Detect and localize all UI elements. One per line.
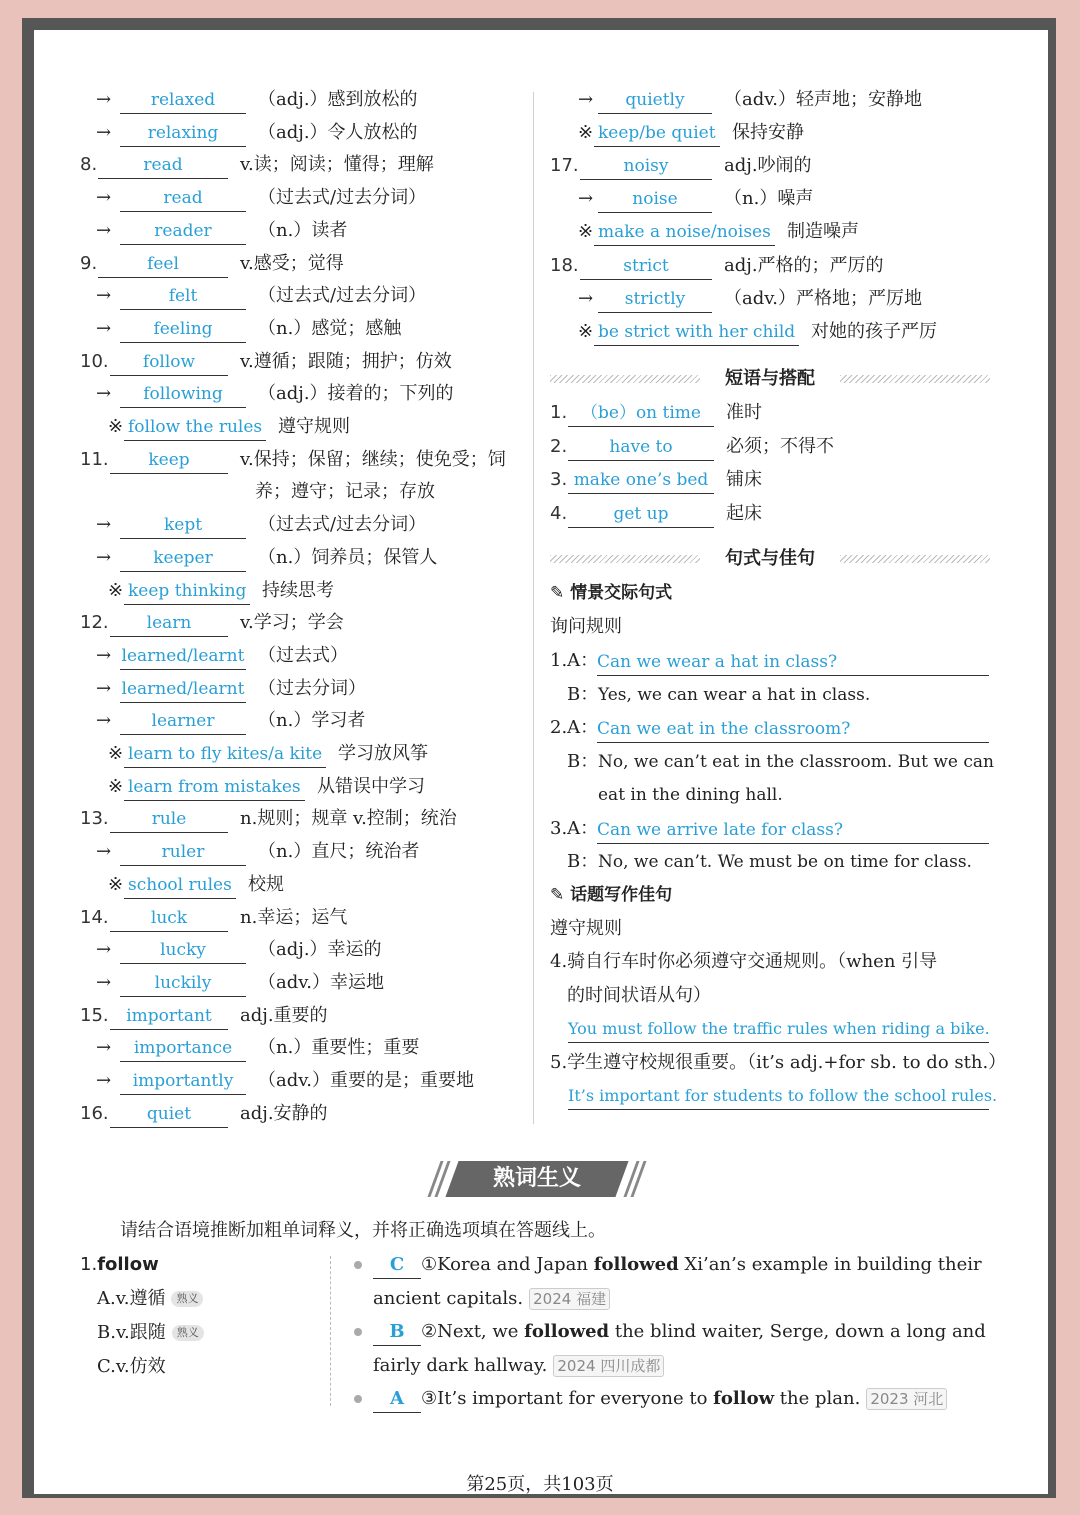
answer-blank[interactable]: relaxed [120, 85, 246, 114]
arrow-marker: → [578, 188, 594, 210]
word-row [80, 935, 530, 965]
option-label: B.v.跟随 [97, 1322, 166, 1343]
dialogue-b-label: B： [567, 683, 599, 705]
answer-blank[interactable]: ruler [120, 837, 246, 866]
reference-mark: ※ [108, 416, 124, 437]
example-text: ②Next, we [421, 1321, 525, 1342]
word-row [550, 317, 1000, 347]
familiar-tag: 熟义 [171, 1291, 203, 1307]
answer-blank[interactable]: following [120, 379, 246, 408]
phrase-answer[interactable]: make one’s bed [568, 465, 714, 494]
writing-answer[interactable]: You must follow the traffic rules when riding a bike. [568, 1014, 989, 1043]
meaning-text: v.学习；学会 [240, 612, 344, 634]
page-footer: 第25页，共103页 [466, 1474, 614, 1495]
answer-blank[interactable]: important [110, 1001, 228, 1030]
answer-blank[interactable]: felt [120, 281, 246, 310]
phrase-answer[interactable]: have to [568, 432, 714, 461]
meaning-option [97, 1352, 166, 1382]
bullet-dot [354, 1328, 362, 1336]
meaning-text: （adj.）幸运的 [258, 939, 382, 961]
meaning-text: 对她的孩子严厉 [811, 320, 937, 342]
meaning-text: （n.）读者 [258, 219, 348, 241]
phrase-number: 1. [550, 402, 568, 423]
dialogue-b-text: Yes, we can wear a hat in class. [598, 684, 871, 705]
bold-word: followed [593, 1254, 679, 1275]
meaning-text: v.感受；觉得 [240, 252, 344, 274]
meaning-text: v.遵循；跟随；拥护；仿效 [240, 350, 452, 372]
word-row [80, 150, 530, 180]
meaning-text: （过去式/过去分词） [258, 514, 427, 536]
meaning-option [97, 1318, 204, 1348]
meaning-text: n.幸运；运气 [240, 906, 348, 928]
option-label: C.v.仿效 [97, 1356, 166, 1377]
answer-blank[interactable]: importance [120, 1033, 246, 1062]
sentences-section-header [550, 544, 990, 574]
word-row [80, 1001, 530, 1031]
item-number: 17. [550, 155, 579, 177]
answer-blank[interactable]: school rules [124, 870, 236, 899]
word-title: follow [97, 1254, 159, 1275]
meaning-text: （n.）学习者 [258, 710, 366, 732]
obey-rules-label: 遵守规则 [550, 918, 622, 939]
meaning-text: adj.安静的 [240, 1102, 328, 1124]
section-banner [432, 1161, 642, 1197]
meaning-text: （adj.）令人放松的 [258, 121, 418, 143]
dialogue-b-text: eat in the dining hall. [598, 785, 783, 805]
word-row [550, 217, 1000, 247]
answer-blank[interactable]: make a noise/noises [594, 217, 775, 246]
meaning-text: n.规则；规章 v.控制；统治 [240, 808, 457, 830]
word-row [80, 804, 530, 834]
arrow-marker: → [96, 219, 112, 241]
word-row [80, 576, 530, 606]
example-answer-blank[interactable]: A [373, 1386, 421, 1413]
banner-title: 熟词生义 [492, 1166, 581, 1191]
arrow-marker: → [96, 1070, 112, 1091]
meaning-text: 从错误中学习 [317, 775, 425, 797]
phrase-row [550, 398, 990, 428]
word-row [80, 608, 530, 638]
word-row [80, 314, 530, 344]
answer-blank[interactable]: luckily [120, 968, 246, 997]
meaning-text: 持续思考 [262, 579, 334, 601]
meaning-option [97, 1284, 203, 1314]
word-number: 1. [80, 1254, 98, 1275]
word-row [80, 445, 530, 475]
meaning-text: 制造噪声 [787, 221, 859, 243]
word-row [80, 870, 530, 900]
arrow-marker: → [96, 285, 112, 307]
example-text: the blind waiter, Serge, down a long and [609, 1321, 986, 1342]
example-text: ①Korea and Japan [421, 1254, 594, 1275]
answer-blank[interactable]: learn to fly kites/a kite [124, 739, 326, 768]
pencil-icon: ✎ [550, 885, 565, 905]
example-text: ancient capitals. [373, 1287, 524, 1309]
item-number: 14. [80, 906, 109, 928]
instruction-text: 请结合语境推断加粗单词释义，并将正确选项填在答题线上。 [120, 1220, 606, 1241]
meaning-text: 校规 [248, 873, 284, 895]
item-number: 16. [80, 1102, 109, 1124]
example-line [373, 1351, 664, 1381]
meaning-text: （adv.）幸运地 [258, 971, 385, 993]
example-text: fairly dark hallway. [373, 1354, 548, 1376]
meaning-text: （n.）重要性；重要 [258, 1037, 420, 1059]
answer-blank[interactable]: learned/learnt [120, 674, 246, 703]
arrow-marker: → [578, 287, 594, 309]
column-divider [533, 92, 534, 1124]
arrow-marker: → [96, 677, 112, 699]
answer-blank[interactable]: quiet [110, 1099, 228, 1128]
item-number: 13. [80, 808, 109, 830]
meaning-text: （adv.）严格地；严厉地 [724, 287, 923, 309]
word-row [80, 510, 530, 540]
arrow-marker: → [96, 644, 112, 666]
phrase-answer[interactable]: （be）on time [568, 398, 714, 427]
arrow-marker: → [96, 1037, 112, 1059]
dialogue-b-label: B： [567, 750, 599, 772]
word-row [80, 1033, 530, 1063]
dialogue-a-label: 1.A： [550, 650, 599, 671]
item-number: 11. [80, 448, 109, 470]
word-row [550, 284, 1000, 314]
word-row [80, 477, 530, 507]
answer-blank[interactable]: feel [98, 249, 228, 278]
ask-rules-label: 询问规则 [550, 616, 622, 637]
answer-blank[interactable]: learned/learnt [120, 641, 246, 670]
example-line [373, 1384, 989, 1414]
word-row [80, 903, 530, 933]
meaning-text: （n.）直尺；统治者 [258, 841, 420, 863]
arrow-marker: → [96, 121, 112, 143]
situational-title: 情景交际句式 [570, 583, 673, 603]
phrase-row [550, 465, 990, 495]
phrase-number: 4. [550, 502, 568, 524]
meaning-text: adj.吵闹的 [724, 155, 812, 177]
example-answer-blank[interactable]: B [373, 1319, 421, 1346]
phrase-meaning: 铺床 [726, 469, 762, 490]
writing-heading [550, 880, 672, 910]
item-number: 8. [80, 154, 98, 176]
bullet-dot [354, 1395, 362, 1403]
example-text: the plan. [774, 1388, 861, 1409]
word-row [80, 543, 530, 573]
example-text: Xi’an’s example in building their [678, 1254, 982, 1275]
meaning-text: （n.）噪声 [724, 188, 814, 210]
source-tag: 2024 福建 [529, 1288, 610, 1310]
dialogue-a-answer[interactable]: Can we eat in the classroom? [597, 714, 989, 743]
writing-title: 话题写作佳句 [570, 885, 673, 905]
option-label: A.v.遵循 [97, 1288, 166, 1309]
meaning-text: adj.重要的 [240, 1004, 328, 1026]
situational-heading [550, 578, 672, 608]
answer-blank[interactable]: learner [120, 706, 246, 735]
item-number: 15. [80, 1004, 109, 1026]
answer-blank[interactable]: keep [110, 445, 228, 474]
bullet-dot [354, 1261, 362, 1269]
dialogue-a-answer[interactable]: Can we arrive late for class? [597, 815, 989, 844]
answer-blank[interactable]: lucky [120, 935, 246, 964]
example-answer-blank[interactable]: C [373, 1252, 421, 1279]
reference-mark: ※ [578, 122, 594, 144]
word-row [550, 184, 1000, 214]
phrase-answer[interactable]: get up [568, 499, 714, 528]
item-number: 18. [550, 254, 579, 276]
answer-blank[interactable]: rule [110, 804, 228, 833]
answer-blank[interactable]: be strict with her child [594, 317, 799, 346]
reference-mark: ※ [578, 221, 594, 243]
word-row [80, 249, 530, 279]
reference-mark: ※ [108, 873, 124, 895]
example-line [373, 1317, 989, 1347]
word-row [80, 1099, 530, 1129]
meaning-text: v.保持；保留；继续；使免受；饲 [240, 448, 506, 470]
source-tag: 2024 四川成都 [553, 1355, 664, 1377]
writing-question: 的时间状语从句） [567, 984, 711, 1006]
phrase-row [550, 499, 990, 529]
answer-blank[interactable]: relaxing [120, 118, 246, 147]
arrow-marker: → [96, 514, 112, 536]
familiar-tag: 熟义 [172, 1325, 204, 1341]
phrase-number: 3. [550, 469, 568, 490]
dialogue-b-label: B： [567, 851, 599, 872]
answer-blank[interactable]: noise [598, 184, 712, 213]
phrase-meaning: 必须；不得不 [726, 435, 834, 457]
writing-question: 5.学生遵守校规很重要。（it’s adj.+for sb. to do sth.） [550, 1051, 1007, 1073]
phrases-title: 短语与搭配 [725, 368, 815, 389]
answer-blank[interactable]: strict [580, 251, 712, 280]
word-row [80, 1066, 530, 1096]
answer-blank[interactable]: feeling [120, 314, 246, 343]
arrow-marker: → [96, 383, 112, 405]
meaning-text: （过去分词） [258, 677, 366, 699]
answer-blank[interactable]: learn from mistakes [124, 772, 305, 801]
word-row [550, 118, 1000, 148]
source-tag: 2023 河北 [866, 1388, 947, 1410]
dialogue-b-text: No, we can’t eat in the classroom. But we can [598, 751, 995, 772]
word-row [80, 968, 530, 998]
word-row [80, 85, 530, 115]
word-row [80, 118, 530, 148]
example-line [373, 1284, 610, 1314]
item-number: 10. [80, 350, 109, 372]
word-heading [80, 1250, 159, 1280]
answer-blank[interactable]: follow [110, 347, 228, 376]
item-number: 9. [80, 252, 98, 274]
item-number: 12. [80, 612, 109, 634]
word-row [80, 772, 530, 802]
arrow-marker: → [96, 841, 112, 863]
sentences-title: 句式与佳句 [725, 548, 815, 569]
example-line [373, 1250, 989, 1280]
dialogue-a-label: 2.A： [550, 717, 599, 738]
options-divider [330, 1256, 331, 1406]
answer-blank[interactable]: learn [110, 608, 228, 637]
pencil-icon: ✎ [550, 583, 565, 603]
meaning-text: （过去式/过去分词） [258, 285, 427, 307]
word-row [80, 216, 530, 246]
word-row [80, 674, 530, 704]
reference-mark: ※ [108, 743, 124, 764]
reference-mark: ※ [108, 579, 124, 601]
bold-word: followed [524, 1321, 610, 1342]
word-row [80, 183, 530, 213]
meaning-text: v.读；阅读；懂得；理解 [240, 154, 434, 176]
bold-word: follow [713, 1388, 775, 1409]
answer-blank[interactable]: keep/be quiet [594, 118, 720, 147]
meaning-text: （adj.）感到放松的 [258, 89, 418, 110]
writing-answer[interactable]: It’s important for students to follow the school rules. [568, 1081, 989, 1110]
word-row [550, 251, 1000, 281]
phrase-meaning: 准时 [726, 402, 762, 423]
word-row [80, 379, 530, 409]
word-row [550, 151, 1000, 181]
meaning-text: （adj.）接着的；下列的 [258, 383, 454, 405]
meaning-text: （过去式/过去分词） [258, 187, 427, 209]
meaning-text: adj.严格的；严厉的 [724, 254, 884, 276]
word-row [80, 706, 530, 736]
arrow-marker: → [96, 971, 112, 993]
meaning-text: （adv.）轻声地；安静地 [724, 89, 923, 110]
writing-question: 4.骑自行车时你必须遵守交通规则。（when 引导 [550, 951, 938, 972]
phrases-section-header [550, 364, 990, 394]
answer-blank[interactable]: quietly [598, 85, 712, 114]
dialogue-a-answer[interactable]: Can we wear a hat in class? [597, 647, 989, 676]
phrase-meaning: 起床 [726, 502, 762, 524]
arrow-marker: → [96, 710, 112, 732]
meaning-text: 养；遵守；记录；存放 [255, 481, 435, 503]
meaning-text: （n.）感觉；感触 [258, 317, 402, 339]
word-row [80, 739, 530, 769]
answer-blank[interactable]: strictly [598, 284, 712, 313]
answer-blank[interactable]: keeper [120, 543, 246, 572]
dialogue-b-text: No, we can’t. We must be on time for class. [598, 852, 972, 872]
answer-blank[interactable]: noisy [580, 151, 712, 180]
answer-blank[interactable]: read [120, 183, 246, 212]
phrase-row [550, 432, 990, 462]
meaning-text: （过去式） [258, 644, 348, 666]
answer-blank[interactable]: keep thinking [124, 576, 250, 605]
arrow-marker: → [96, 187, 112, 209]
answer-blank[interactable]: reader [120, 216, 246, 245]
word-row [80, 347, 530, 377]
arrow-marker: → [96, 939, 112, 961]
meaning-text: （n.）饲养员；保管人 [258, 546, 438, 568]
phrase-number: 2. [550, 435, 568, 457]
example-text: ③It’s important for everyone to [421, 1388, 714, 1409]
arrow-marker: → [96, 317, 112, 339]
word-row [80, 412, 530, 442]
reference-mark: ※ [578, 320, 594, 342]
meaning-text: 遵守规则 [278, 416, 350, 437]
reference-mark: ※ [108, 775, 124, 797]
meaning-text: 保持安静 [732, 122, 804, 144]
answer-blank[interactable]: read [98, 150, 228, 179]
word-row [80, 837, 530, 867]
arrow-marker: → [96, 89, 112, 110]
word-row [550, 85, 1000, 115]
answer-blank[interactable]: importantly [120, 1066, 246, 1095]
word-row [80, 281, 530, 311]
answer-blank[interactable]: luck [110, 903, 228, 932]
word-row [80, 641, 530, 671]
answer-blank[interactable]: kept [120, 510, 246, 539]
meaning-text: 学习放风筝 [338, 743, 428, 764]
meaning-text: （adv.）重要的是；重要地 [258, 1070, 475, 1091]
arrow-marker: → [96, 546, 112, 568]
arrow-marker: → [578, 89, 594, 110]
answer-blank[interactable]: follow the rules [124, 412, 266, 441]
dialogue-a-label: 3.A： [550, 817, 599, 839]
